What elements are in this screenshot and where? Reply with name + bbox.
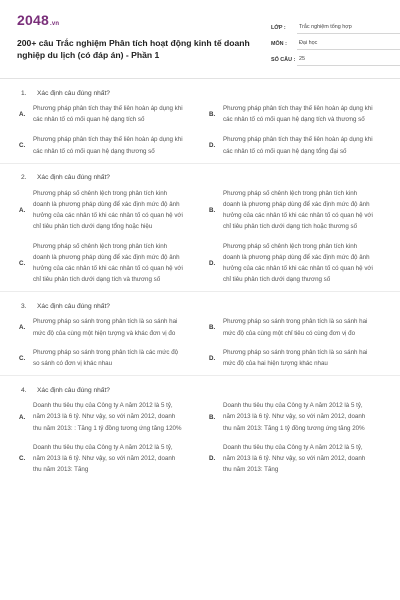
meta-row-socau xyxy=(271,50,400,66)
option-list xyxy=(21,316,400,369)
question-text: Xác định câu đúng nhất? xyxy=(37,302,110,310)
option-d[interactable] xyxy=(211,134,400,156)
option-letter: C. xyxy=(19,354,26,362)
option-a[interactable] xyxy=(21,103,211,125)
option-row xyxy=(21,442,400,476)
meta-row-lop xyxy=(271,18,400,34)
document-meta xyxy=(271,18,400,66)
meta-row-mon xyxy=(271,34,400,50)
meta-value-mon: Đại học xyxy=(297,40,400,50)
option-row xyxy=(21,347,400,369)
document-header xyxy=(17,12,383,70)
option-list xyxy=(21,188,400,286)
option-letter: B. xyxy=(209,324,216,332)
option-letter: B. xyxy=(209,110,216,118)
option-text: Phương pháp số chênh lệch trong phân tích kinh doanh là phương pháp dùng để xác định mức độ ảnh hưởng của các nhân tố khi các nhân tố có quan hệ với chỉ tiêu phân tích dưới dạng tích hoặc thương số xyxy=(223,189,373,231)
option-text: Doanh thu tiêu thụ của Công ty A năm 2012 là 5 tỷ, năm 2013 là 6 tỷ. Như vậy, so với năm 2012, doanh thu năm 2013: Tăng xyxy=(33,443,176,474)
option-text: Phương pháp phân tích thay thế liên hoàn áp dụng khi các nhân tố có mối quan hệ dạng tích và thương số xyxy=(223,105,373,124)
option-row xyxy=(21,241,400,286)
option-text: Doanh thu tiêu thụ của Công ty A năm 2012 là 5 tỷ, năm 2013 là 6 tỷ. Như vậy, so với năm 2012, doanh thu năm 2013: Tăng 1 tỷ đồng tương ứng tăng 20% xyxy=(223,402,366,432)
option-letter: A. xyxy=(19,206,26,214)
option-text: Phương pháp phân tích thay thế liên hoàn áp dụng khi các nhân tố có mối quan hệ dạng tích số xyxy=(33,105,183,124)
option-letter: D. xyxy=(209,354,216,362)
question-header xyxy=(21,170,400,186)
option-letter: D. xyxy=(209,259,216,267)
option-a[interactable] xyxy=(21,316,211,338)
option-c[interactable] xyxy=(21,442,211,476)
option-text: Doanh thu tiêu thụ của Công ty A năm 2012 là 5 tỷ, năm 2013 là 6 tỷ. Như vậy, so với năm 2012, doanh thu năm 2013: Tăng xyxy=(223,443,366,474)
question-4 xyxy=(0,382,400,475)
option-c[interactable] xyxy=(21,241,211,286)
question-header xyxy=(21,85,400,101)
option-row xyxy=(21,316,400,338)
option-letter: A. xyxy=(19,324,26,332)
option-text: Phương pháp số chênh lệch trong phân tích kinh doanh là phương pháp dùng để xác định mức độ ảnh hưởng của các nhân tố khi các nhân tố có quan hệ với chỉ tiêu phân tích dưới dạng tích và thương số xyxy=(33,242,183,284)
option-a[interactable] xyxy=(21,188,211,233)
option-row xyxy=(21,103,400,125)
option-b[interactable] xyxy=(211,103,400,125)
option-b[interactable] xyxy=(211,316,400,338)
question-2 xyxy=(0,170,400,293)
question-header xyxy=(21,382,400,398)
site-logo[interactable] xyxy=(17,12,59,28)
option-b[interactable] xyxy=(211,400,400,434)
question-header xyxy=(21,298,400,314)
option-letter: C. xyxy=(19,455,26,463)
question-divider xyxy=(0,291,400,292)
option-text: Phương pháp so sánh trong phân tích là so sánh hai mức độ của cùng một chỉ tiêu có cùng đơn vị đo xyxy=(223,318,368,337)
question-text: Xác định câu đúng nhất? xyxy=(37,89,110,97)
question-3 xyxy=(0,298,400,376)
question-number: 3. xyxy=(21,302,27,310)
meta-value-lop: Trắc nghiệm tổng hợp xyxy=(297,24,400,34)
option-text: Phương pháp số chênh lệch trong phân tích kinh doanh là phương pháp dùng để xác định mức độ ảnh hưởng của các nhân tố khi các nhân tố có quan hệ với chỉ tiêu phân tích dưới dạng thương số xyxy=(223,242,373,284)
option-row xyxy=(21,188,400,233)
option-text: Doanh thu tiêu thụ của Công ty A năm 2012 là 5 tỷ, năm 2013 là 6 tỷ. Như vậy, so với năm 2012, doanh thu năm 2013: : Tăng 1 tỷ đồng tương ứng tăng 120% xyxy=(33,402,182,432)
option-letter: B. xyxy=(209,413,216,421)
meta-label-mon: MÔN : xyxy=(271,41,287,47)
option-a[interactable] xyxy=(21,400,211,434)
question-text: Xác định câu đúng nhất? xyxy=(37,386,110,394)
option-text: Phương pháp so sánh trong phân tích là so sánh hai mức độ của cùng một hiện tượng và khác đơn vị đo xyxy=(33,318,178,337)
option-d[interactable] xyxy=(211,241,400,286)
option-row xyxy=(21,134,400,156)
question-number: 2. xyxy=(21,174,27,182)
option-list xyxy=(21,103,400,157)
question-divider xyxy=(0,375,400,376)
option-letter: C. xyxy=(19,142,26,150)
option-text: Phương pháp so sánh trong phân tích là các mức độ so sánh có đơn vị khác nhau xyxy=(33,348,179,368)
meta-label-lop: LỚP : xyxy=(271,25,286,31)
logo-text: 2048 xyxy=(17,12,49,28)
question-number: 4. xyxy=(21,386,27,394)
option-row xyxy=(21,400,400,434)
question-divider xyxy=(0,163,400,164)
question-1 xyxy=(0,85,400,164)
option-d[interactable] xyxy=(211,347,400,369)
document-title: 200+ câu Trắc nghiệm Phân tích hoạt động kinh tế doanh nghiệp du lịch (có đáp án) - Phần 1 xyxy=(17,38,250,60)
option-c[interactable] xyxy=(21,134,211,156)
question-number: 1. xyxy=(21,89,27,97)
option-b[interactable] xyxy=(211,188,400,233)
option-letter: D. xyxy=(209,142,216,150)
option-c[interactable] xyxy=(21,347,211,369)
option-text: Phương pháp số chênh lệch trong phân tích kinh doanh là phương pháp dùng để xác định mức độ ảnh hưởng của các nhân tố khi các nhân tố có quan hệ với chỉ tiêu phân tích dưới dạng tổng hoặc hiệu xyxy=(33,189,183,231)
question-list xyxy=(0,85,400,475)
question-text: Xác định câu đúng nhất? xyxy=(37,174,110,182)
option-letter: B. xyxy=(209,206,216,214)
option-letter: C. xyxy=(19,259,26,267)
option-letter: A. xyxy=(19,413,26,421)
option-letter: A. xyxy=(19,110,26,118)
option-d[interactable] xyxy=(211,442,400,476)
option-letter: D. xyxy=(209,455,216,463)
meta-label-socau: SỐ CÂU : xyxy=(271,57,296,63)
option-text: Phương pháp so sánh trong phân tích là so sánh hai mức độ của hai hiện tượng khác nhau xyxy=(223,348,368,368)
logo-suffix: .vn xyxy=(49,21,60,27)
option-list xyxy=(21,400,400,475)
option-text: Phương pháp phân tích thay thế liên hoàn áp dụng khi các nhân tố có mối quan hệ dạng thương số xyxy=(33,136,183,155)
option-text: Phương pháp phân tích thay thế liên hoàn áp dụng khi các nhân tố có mối quan hệ dạng tổng đại số xyxy=(223,136,373,155)
header-divider xyxy=(0,78,400,79)
meta-value-socau: 25 xyxy=(297,56,400,66)
